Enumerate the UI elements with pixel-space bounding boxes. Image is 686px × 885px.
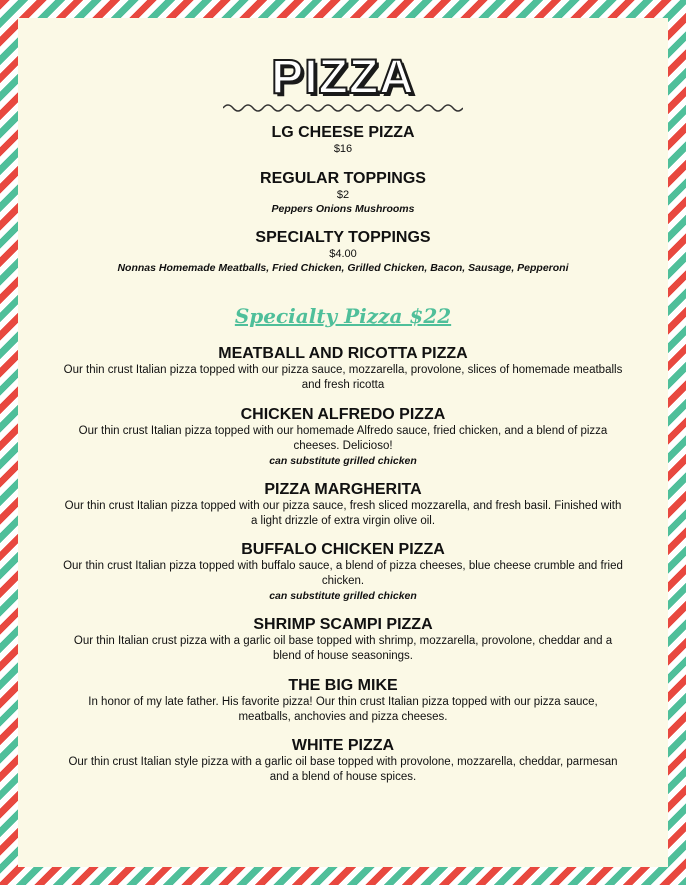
pizza-description: In honor of my late father. His favorite pizza! Our thin crust Italian pizza topped with our pizza sauce, meatballs, anchovies and pizza cheeses. <box>88 696 598 723</box>
pizza-item <box>18 344 668 393</box>
pizza-name: PIZZA MARGHERITA <box>264 481 422 498</box>
pizza-note: can substitute grilled chicken <box>269 455 417 467</box>
pizza-item <box>18 540 668 603</box>
pizza-name: WHITE PIZZA <box>291 737 395 754</box>
item-price: $16 <box>333 143 353 155</box>
pizza-item <box>18 480 668 529</box>
pizza-name: BUFFALO CHICKEN PIZZA <box>241 541 445 558</box>
item-price: $4.00 <box>329 248 357 260</box>
pizza-item <box>18 615 668 664</box>
item-name: REGULAR TOPPINGS <box>260 170 426 187</box>
item-name: SPECIALTY TOPPINGS <box>255 229 431 246</box>
pizza-name: MEATBALL AND RICOTTA PIZZA <box>218 345 468 362</box>
pizza-description: Our thin crust Italian pizza topped with our pizza sauce, mozzarella, provolone, slices of homemade meatballs and fresh ricotta <box>63 364 623 391</box>
item-regular-toppings <box>18 169 668 216</box>
item-specialty-toppings <box>18 228 668 275</box>
pizza-note: can substitute grilled chicken <box>269 590 417 602</box>
menu-title: PIZZA <box>271 51 415 104</box>
pizza-item <box>18 405 668 468</box>
specialty-heading: Specialty Pizza $22 <box>234 304 452 328</box>
wave-divider <box>223 102 463 114</box>
menu-page <box>18 18 668 867</box>
pizza-name: CHICKEN ALFREDO PIZZA <box>240 406 446 423</box>
pizza-description: Our thin crust Italian style pizza with a garlic oil base topped with provolone, mozzarella, cheddar, parmesan and a blend of house spices. <box>68 756 618 783</box>
pizza-description: Our thin crust Italian pizza topped with our homemade Alfredo sauce, fried chicken, and a blend of pizza cheeses. Delicioso! <box>78 425 608 452</box>
pizza-item <box>18 676 668 725</box>
pizza-description: Our thin crust Italian pizza topped with our pizza sauce, fresh sliced mozzarella, and fresh basil. Finished with a light drizzle of extra virgin olive oil. <box>64 500 622 527</box>
item-name: LG CHEESE PIZZA <box>271 124 415 141</box>
pizza-name: SHRIMP SCAMPI PIZZA <box>253 616 433 633</box>
item-lg-cheese <box>18 123 668 156</box>
pizza-description: Our thin Italian crust pizza with a garlic oil base topped with shrimp, mozzarella, provolone, cheddar and a blend of house seasonings. <box>73 635 613 662</box>
item-note: Nonnas Homemade Meatballs, Fried Chicken, Grilled Chicken, Bacon, Sausage, Pepperoni <box>117 262 569 274</box>
item-price: $2 <box>336 189 350 201</box>
item-note: Peppers Onions Mushrooms <box>271 203 415 215</box>
pizza-name: THE BIG MIKE <box>288 677 398 694</box>
pizza-item <box>18 736 668 785</box>
pizza-description: Our thin crust Italian pizza topped with buffalo sauce, a blend of pizza cheeses, blue cheese crumble and fried chicken. <box>63 560 623 587</box>
